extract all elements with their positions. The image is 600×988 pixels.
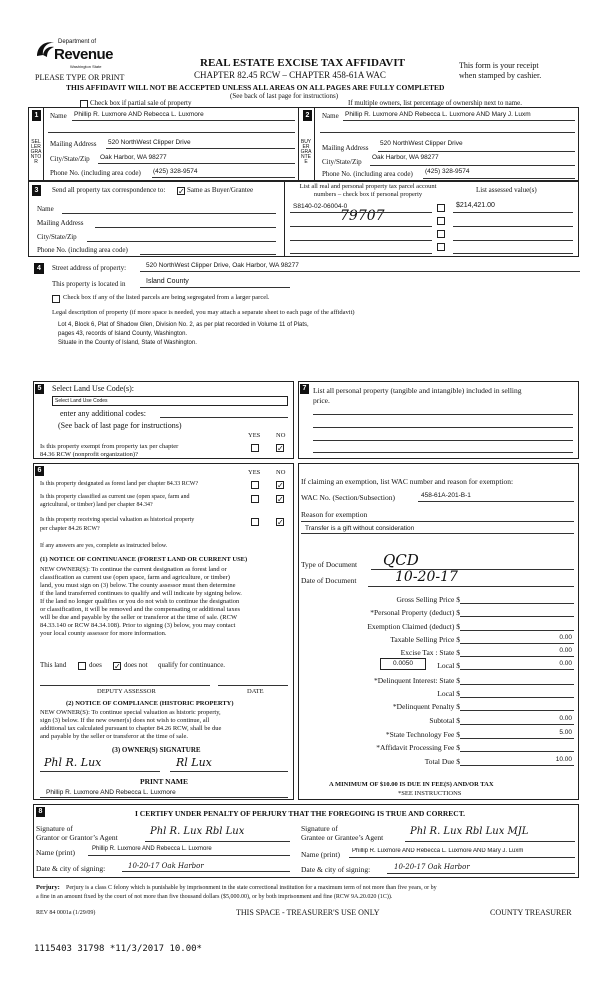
seller-mailing-label: Mailing Address	[50, 140, 97, 148]
same-as-buyer-label: Same as Buyer/Grantee	[187, 186, 254, 194]
seller-city-label: City/State/Zip	[50, 155, 90, 163]
legal-line-1: Lot 4, Block 6, Plat of Shadow Glen, Division No. 2, as per plat recorded in Volume 11 of Plats,	[58, 322, 309, 328]
form-revision: REV 84 0001a (1/29/09)	[36, 910, 96, 916]
street-label: Street address of property:	[52, 264, 127, 272]
grantor-name-label: Name (print)	[36, 848, 75, 857]
perjury-bold: Perjury:	[36, 884, 60, 891]
form-chapter: CHAPTER 82.45 RCW – CHAPTER 458-61A WAC	[194, 70, 386, 80]
perjury-line-2: a fine in an amount fixed by the court of not more than five thousand dollars ($5,000.00), or by both imprisonment and fine (RCW 9A.20.020 (1C)).	[36, 894, 393, 900]
continuance-line-7: will be due and payable by the seller or transferor at the time of sale. (RCW	[40, 614, 238, 621]
section-3-badge: 3	[32, 185, 41, 196]
doc-date-label: Date of Document	[301, 576, 357, 585]
buyer-phone[interactable]: (425) 328-9574	[425, 168, 470, 175]
additional-codes-label: enter any additional codes:	[60, 409, 146, 418]
taxable-price[interactable]: 0.00	[559, 634, 572, 641]
grantee-sig-label-2: Grantee or Grantee’s Agent	[301, 833, 384, 842]
total-due[interactable]: 10.00	[555, 756, 572, 763]
if-yes-note: If any answers are yes, complete as instructed below.	[40, 543, 168, 549]
reason-label: Reason for exemption	[301, 510, 368, 519]
segregated-checkbox[interactable]	[52, 295, 60, 303]
section-7-badge: 7	[300, 384, 309, 394]
buyer-mailing[interactable]: 520 NorthWest Clipper Drive	[380, 140, 463, 147]
forest-land-q: Is this property designated as forest land per chapter 84.33 RCW?	[40, 481, 199, 487]
subtotal[interactable]: 0.00	[559, 715, 572, 722]
compliance-line-4: and payable by the seller or transferor at the time of sale.	[40, 733, 188, 740]
seller-name-label: Name	[50, 112, 67, 120]
does-not-label: does not	[124, 661, 148, 669]
buyer-name[interactable]: Phillip R. Luxmore AND Rebecca L. Luxmore AND Mary J. Luxm	[345, 111, 531, 118]
tech-fee[interactable]: 5.00	[559, 729, 572, 736]
buyer-city[interactable]: Oak Harbor, WA 98277	[372, 154, 439, 161]
county-treasurer: COUNTY TREASURER	[490, 908, 572, 917]
exempt-no-header: NO	[276, 432, 286, 439]
compliance-title: (2) NOTICE OF COMPLIANCE (HISTORIC PROPERTY)	[66, 700, 234, 707]
buyer-phone-label: Phone No. (including area code)	[322, 170, 413, 178]
tech-fee-label: *State Technology Fee $	[385, 730, 460, 739]
receipt-line1: This form is your receipt	[459, 61, 539, 70]
does-label: does	[89, 661, 102, 669]
wac-label: WAC No. (Section/Subsection)	[301, 493, 395, 502]
see-back-instructions: (See back of last page for instructions)	[230, 92, 339, 100]
excise-state-label: Excise Tax : State $	[400, 648, 460, 657]
grantor-date[interactable]: 10-20-17 Oak Harbor	[128, 862, 204, 870]
land-use-select[interactable]: Select Land Use Codes	[52, 396, 288, 406]
legal-line-3: Situate in the County of Island, State of Washington.	[58, 340, 197, 346]
personal-property-checkbox-3[interactable]	[437, 230, 445, 238]
continuance-line-4: if the land transferred continues to qualify and will indicate by signing below.	[40, 590, 242, 597]
personal-property-label-2: price.	[313, 396, 330, 405]
dor-logo	[30, 36, 120, 72]
buyer-side-label: BUYER GRANTEE	[300, 139, 312, 165]
exemption-reason[interactable]: Transfer is a gift without consideration	[305, 525, 415, 532]
seller-side-label: SELLER GRANTOR	[30, 139, 42, 165]
processing-fee-label: *Affidavit Processing Fee $	[376, 743, 460, 752]
delinq-interest-label: *Delinquent Interest: State $	[373, 676, 460, 685]
buyer-city-label: City/State/Zip	[322, 158, 362, 166]
multiple-owners-note: If multiple owners, list percentage of ownership next to name.	[348, 99, 522, 107]
local-tax[interactable]: 0.00	[559, 660, 572, 667]
continuance-title: (1) NOTICE OF CONTINUANCE (FOREST LAND OR CURRENT USE)	[40, 556, 248, 563]
parcel-number[interactable]: S8140-02-06004-0	[293, 203, 348, 210]
personal-property-checkbox-1[interactable]	[437, 204, 445, 212]
county[interactable]: Island County	[146, 278, 189, 285]
warning-banner: THIS AFFIDAVIT WILL NOT BE ACCEPTED UNLESS ALL AREAS ON ALL PAGES ARE FULLY COMPLETED	[66, 83, 445, 92]
grantor-name[interactable]: Phillip R. Luxmore AND Rebecca L. Luxmore	[92, 846, 212, 852]
buyer-name-label: Name	[322, 112, 339, 120]
exempt-no-checkbox[interactable]: ✓	[277, 444, 284, 453]
land-use-see-back: (See back of last page for instructions)	[58, 421, 182, 430]
local-rate[interactable]: 0.0050	[380, 658, 426, 670]
see-instructions: *SEE INSTRUCTIONS	[398, 790, 462, 797]
excise-state[interactable]: 0.00	[559, 647, 572, 654]
current-use-no-checkbox[interactable]: ✓	[277, 495, 284, 504]
land-use-label: Select Land Use Code(s):	[52, 384, 134, 393]
doc-type-label: Type of Document	[301, 560, 358, 569]
gross-price-label: Gross Selling Price $	[396, 595, 460, 604]
partial-sale-label: Check box if partial sale of property	[90, 99, 192, 107]
form-title: REAL ESTATE EXCISE TAX AFFIDAVIT	[200, 57, 405, 69]
current-use-q-1: Is this property classified as current use (open space, farm and	[40, 494, 190, 500]
local-label: Local $	[437, 661, 460, 670]
exempt-question-2: 84.36 RCW (nonprofit organization)?	[40, 451, 138, 458]
print-name[interactable]: Phillip R. Luxmore AND Rebecca L. Luxmore	[46, 789, 176, 796]
owner-signature-2[interactable]: Rl Lux	[176, 756, 212, 769]
continuance-line-6: or classification, it will be removed and the compensating or additional taxes	[40, 606, 240, 613]
segregated-label: Check box if any of the listed parcels are being segregated from a larger parcel.	[63, 294, 270, 301]
street-address[interactable]: 520 NorthWest Clipper Drive, Oak Harbor, WA 98277	[146, 262, 299, 269]
print-name-title: PRINT NAME	[140, 777, 188, 786]
historic-q-1: Is this property receiving special valuation as historical property	[40, 517, 195, 523]
exempt-yes-checkbox[interactable]	[251, 444, 259, 452]
assessor-date-label: DATE	[247, 688, 264, 695]
deputy-assessor-label: DEPUTY ASSESSOR	[97, 688, 156, 695]
logo-revenue: Revenue	[54, 46, 114, 63]
parcel-header: List all real and personal property tax parcel account numbers – check box if personal property	[299, 183, 437, 198]
grantor-sig-label-1: Signature of	[36, 824, 73, 833]
qualify-label: qualify for continuance.	[158, 661, 226, 669]
grantee-sig-label-1: Signature of	[301, 824, 338, 833]
seller-phone-label: Phone No. (including area code)	[50, 169, 141, 177]
section-6-badge: 6	[35, 466, 44, 476]
historic-yes-checkbox[interactable]	[251, 518, 259, 526]
wac-number[interactable]: 458-61A-201-B-1	[421, 492, 471, 499]
seller-phone[interactable]: (425) 328-9574	[153, 168, 198, 175]
grantor-sig-label-2: Grantor or Grantor’s Agent	[36, 833, 118, 842]
grantee-name[interactable]: Phillip R. Luxmore AND Rebecca L. Luxmore AND Mary J. Luxm	[352, 848, 524, 854]
corr-city-label: City/State/Zip	[37, 233, 77, 241]
exempt-question-1: Is this property exempt from property tax per chapter	[40, 443, 179, 450]
forest-yes-checkbox[interactable]	[251, 481, 259, 489]
logo-swirl-icon	[34, 38, 56, 60]
s6-yes-header: YES	[248, 469, 261, 476]
exempt-yes-header: YES	[248, 432, 261, 439]
receipt-stamp: 1115403 31798 *11/3/2017 10.00*	[34, 944, 202, 954]
grantee-date-label: Date & city of signing:	[301, 865, 371, 874]
historic-no-checkbox[interactable]: ✓	[277, 518, 284, 527]
logo-state: Washington State	[70, 64, 102, 69]
same-as-buyer-checkbox[interactable]: ✓	[178, 187, 185, 196]
does-not-checkbox[interactable]: ✓	[114, 662, 121, 671]
continuance-line-5: If the land no longer qualifies or you do not wish to continue the designation	[40, 598, 240, 605]
legal-line-2: pages 43, records of Island County, Washington.	[58, 331, 188, 337]
owner-signature-1[interactable]: Phl R. Lux	[44, 756, 102, 769]
seller-mailing[interactable]: 520 NorthWest Clipper Drive	[108, 139, 191, 146]
assessed-value[interactable]: $214,421.00	[456, 202, 495, 209]
continuance-line-9: your local county assessor for more information.	[40, 630, 167, 637]
certify-statement: I CERTIFY UNDER PENALTY OF PERJURY THAT THE FOREGOING IS TRUE AND CORRECT.	[135, 809, 466, 818]
historic-q-2: per chapter 84.26 RCW?	[40, 526, 100, 532]
please-type: PLEASE TYPE OR PRINT	[35, 73, 125, 82]
section-1-badge: 1	[32, 110, 41, 121]
grantor-signature[interactable]: Phl R. Lux Rbl Lux	[150, 826, 245, 837]
compliance-line-2: sign (3) below. If the new owner(s) does not wish to continue, all	[40, 717, 210, 724]
corr-mailing-label: Mailing Address	[37, 219, 84, 227]
section-8-badge: 8	[36, 807, 45, 817]
current-use-q-2: agricultural, or timber) land per chapter 84.34?	[40, 502, 153, 508]
continuance-line-8: 84.33.140 or RCW 84.34.108). Prior to signing (3) below, you may contact	[40, 622, 236, 629]
section-5-badge: 5	[35, 384, 44, 394]
grantee-name-label: Name (print)	[301, 850, 340, 859]
personal-deduct-label: *Personal Property (deduct) $	[370, 608, 460, 617]
continuance-line-3: land, you must sign on (3) below. The county assessor must then determine	[40, 582, 236, 589]
compliance-line-1: NEW OWNER(S): To continue special valuation as historic property,	[40, 709, 221, 716]
send-correspondence-label: Send all property tax correspondence to:	[52, 186, 166, 194]
assessed-header: List assessed value(s)	[476, 186, 537, 194]
total-due-label: Total Due $	[424, 757, 460, 766]
section-4-badge: 4	[34, 263, 44, 274]
taxable-price-label: Taxable Selling Price $	[390, 635, 460, 644]
section-2-badge: 2	[303, 110, 312, 121]
treasurer-space: THIS SPACE - TREASURER'S USE ONLY	[236, 908, 380, 917]
grantee-date[interactable]: 10-20-17 Oak Harbor	[394, 863, 470, 871]
perjury-line-1: Perjury is a class C felony which is punishable by imprisonment in the state correctional institution for a maximum term of not more than five years, or by	[66, 885, 437, 891]
corr-name-label: Name	[37, 205, 54, 213]
continuance-line-2: classification as current use (open space, farm and agriculture, or timber)	[40, 574, 230, 581]
grantee-signature[interactable]: Phl R. Lux Rbl Lux MJL	[410, 826, 529, 837]
buyer-mailing-label: Mailing Address	[322, 144, 369, 152]
seller-city[interactable]: Oak Harbor, WA 98277	[100, 154, 167, 161]
doc-date[interactable]: 10-20-17	[395, 569, 458, 585]
subtotal-label: Subtotal $	[429, 716, 460, 725]
personal-property-checkbox-4[interactable]	[437, 243, 445, 251]
legal-desc-label: Legal description of property (if more space is needed, you may attach a separate sheet to each page of the affidavit)	[52, 309, 355, 316]
personal-property-checkbox-2[interactable]	[437, 217, 445, 225]
exemption-claim-label: If claiming an exemption, list WAC number and reason for exemption:	[301, 477, 514, 486]
personal-property-label-1: List all personal property (tangible and intangible) included in selling	[313, 386, 522, 395]
delinq-local-label: Local $	[437, 689, 460, 698]
parcel-handwritten: 79707	[340, 208, 385, 224]
minimum-due-note: A MINIMUM OF $10.00 IS DUE IN FEE(S) AND/OR TAX	[329, 781, 494, 788]
exemption-deduct-label: Exemption Claimed (deduct) $	[367, 622, 460, 631]
logo-dept: Department of	[58, 39, 97, 45]
doc-type[interactable]: QCD	[383, 551, 419, 569]
seller-name[interactable]: Phillip R. Luxmore AND Rebecca L. Luxmore	[74, 111, 204, 118]
this-land-label: This land	[40, 661, 67, 669]
receipt-line2: when stamped by cashier.	[459, 71, 542, 80]
compliance-line-3: additional tax calculated pursuant to chapter 84.26 RCW, shall be due	[40, 725, 222, 732]
forest-no-checkbox[interactable]: ✓	[277, 481, 284, 490]
grantor-date-label: Date & city of signing:	[36, 864, 106, 873]
corr-phone-label: Phone No. (including area code)	[37, 246, 128, 254]
owner-signature-title: (3) OWNER(S) SIGNATURE	[112, 746, 201, 754]
located-label: This property is located in	[52, 280, 126, 288]
continuance-line-1: NEW OWNER(S): To continue the current designation as forest land or	[40, 566, 227, 573]
current-use-yes-checkbox[interactable]	[251, 495, 259, 503]
does-checkbox[interactable]	[78, 662, 86, 670]
delinq-penalty-label: *Delinquent Penalty $	[392, 702, 460, 711]
s6-no-header: NO	[276, 469, 286, 476]
